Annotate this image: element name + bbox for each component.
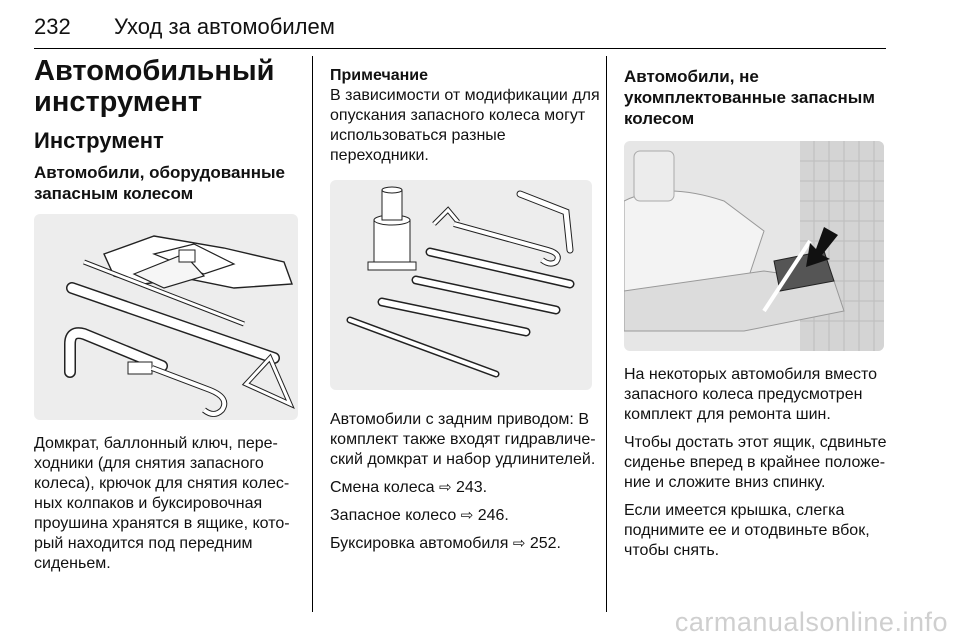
subsection-heading: Автомобили, не укомплектованные запасным колесом	[624, 67, 875, 128]
watermark: carmanualsonline.info	[674, 607, 948, 637]
note-title: Примечание	[330, 67, 429, 84]
ref-arrow-icon: ⇨	[460, 507, 474, 524]
page-number: 232	[34, 14, 71, 39]
ref-arrow-icon: ⇨	[438, 479, 452, 496]
page-header	[34, 8, 886, 48]
paragraph: Если имеется крышка, слегка поднимите ее и отодвиньте вбок, чтобы снять.	[624, 502, 870, 559]
paragraph: На некоторых автомобиля вместо запасного колеса предусмотрен комплект для ремонта шин.	[624, 366, 878, 423]
cross-reference	[330, 534, 602, 554]
ref-label: Запасное колесо	[330, 507, 457, 524]
column-divider	[312, 56, 313, 612]
subsection-heading: Автомобили, оборудованные запасным колесом	[34, 163, 285, 203]
ref-page: 243.	[455, 479, 488, 496]
column-1	[34, 56, 306, 574]
column-3	[624, 66, 896, 561]
cross-reference	[330, 478, 602, 498]
seat-storage-illustration	[624, 141, 884, 351]
paragraph: Домкрат, баллонный ключ, пере-ходники (для снятия запасного колеса), крючок для снятия колес-ных колпаков и буксировочная проушина хранятся в ящике, кото-рый находится под передним сиденьем.	[34, 435, 290, 572]
header-rule	[34, 48, 886, 49]
cross-reference	[330, 506, 602, 526]
hydraulic-jack-illustration	[330, 180, 592, 390]
ref-page: 246.	[477, 507, 509, 524]
column-2	[330, 66, 602, 554]
chapter-title: Уход за автомобилем	[114, 14, 335, 39]
ref-label: Буксировка автомобиля	[330, 535, 509, 552]
column-divider	[606, 56, 607, 612]
ref-label: Смена колеса	[330, 479, 435, 496]
note-text: В зависимости от модификации для опускания запасного колеса могут использоваться разные переходники.	[330, 87, 600, 164]
paragraph: Чтобы достать этот ящик, сдвиньте сиденье вперед в крайнее положе-ние и сложите вниз спинку.	[624, 434, 887, 491]
ref-page: 252.	[529, 535, 561, 552]
page-title: Автомобильный инструмент	[34, 55, 275, 118]
tool-kit-illustration	[34, 214, 298, 420]
paragraph: Автомобили с задним приводом: В комплект также входят гидравличе-ский домкрат и набор удлинителей.	[330, 411, 596, 468]
section-title: Инструмент	[34, 128, 164, 153]
ref-arrow-icon: ⇨	[512, 535, 526, 552]
